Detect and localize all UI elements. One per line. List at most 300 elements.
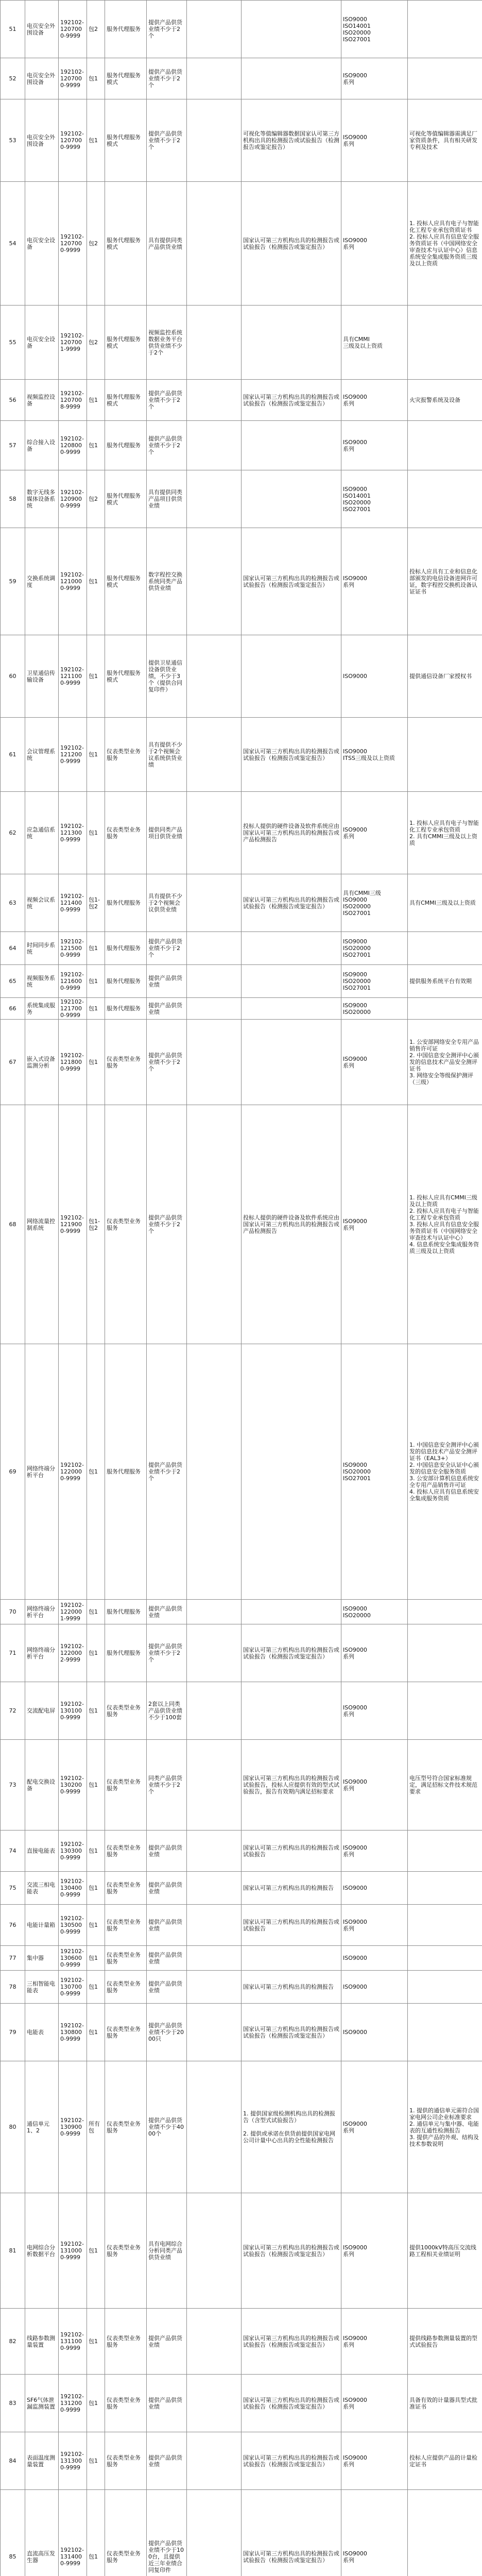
cell-blank xyxy=(187,2375,242,2432)
cell-no: 74 xyxy=(1,1831,25,1872)
cell-code: 192102-1311000-9999 xyxy=(59,2309,87,2375)
cell-blank xyxy=(187,1344,242,1600)
cell-no: 55 xyxy=(1,306,25,380)
cell-requirement: 提供产品供货业绩 xyxy=(147,1831,187,1872)
cell-standard: ISO9000 系列 xyxy=(341,1020,408,1105)
cell-blank xyxy=(187,998,242,1020)
cell-standard: ISO9000 系列 xyxy=(341,99,408,182)
cell-name: 电页安全外围设备 xyxy=(25,99,59,182)
cell-standard: ISO9000 系列 xyxy=(341,1105,408,1344)
cell-type: 仪表类型业务服务 xyxy=(105,2309,147,2375)
cell-no: 57 xyxy=(1,421,25,470)
cell-name: 直接电能表 xyxy=(25,1831,59,1872)
cell-blank xyxy=(187,2193,242,2309)
cell-code: 192102-1306000-9999 xyxy=(59,1946,87,1971)
cell-code: 192102-1208000-9999 xyxy=(59,421,87,470)
cell-no: 77 xyxy=(1,1946,25,1971)
cell-name: 卫星通信传输设备 xyxy=(25,635,59,718)
cell-package: 包1 xyxy=(87,2004,105,2061)
table-row xyxy=(1,1344,482,1600)
cell-no: 64 xyxy=(1,932,25,965)
cell-name: 网络终端分析平台 xyxy=(25,1600,59,1624)
cell-type: 服务代理服务 xyxy=(105,1624,147,1682)
cell-description: 国家认可第三方机构出具的检测报告或试验报告（检测报告或鉴定报告） xyxy=(242,2309,341,2375)
cell-package: 包1 xyxy=(87,998,105,1020)
cell-name: 综合接入设备 xyxy=(25,421,59,470)
cell-standard: ISO9000 系列 xyxy=(341,2432,408,2490)
cell-standard: ISO9000 xyxy=(341,1971,408,2004)
cell-notes: 1. 投标人应具有电子与智能化工程专业承包资质证书 2. 投标人应具有信息安全服务资质证书（中国网络安全审查技术与认证中心）信息系统安全集成服务资质三级及以上资质 xyxy=(408,182,482,306)
cell-description xyxy=(242,58,341,99)
cell-code: 192102-1303000-9999 xyxy=(59,1831,87,1872)
table-row xyxy=(1,932,482,965)
cell-type: 仪表类型业务服务 xyxy=(105,2490,147,2576)
cell-standard: ISO9000 ISO20000 xyxy=(341,1600,408,1624)
cell-type: 服务代理服务模式 xyxy=(105,182,147,306)
table-row xyxy=(1,1905,482,1946)
cell-description xyxy=(242,1344,341,1600)
cell-standard: ISO9000 ISO14001 ISO20000 ISO27001 xyxy=(341,470,408,528)
cell-no: 53 xyxy=(1,99,25,182)
table-row xyxy=(1,2490,482,2576)
cell-notes: 具备有效的计量器具型式批准证书 xyxy=(408,2375,482,2432)
cell-blank xyxy=(187,58,242,99)
cell-requirement: 提供产品供货业绩不少于2个 xyxy=(147,380,187,421)
cell-requirement: 提供产品供货业绩 xyxy=(147,2309,187,2375)
cell-name: 时间同步系统 xyxy=(25,932,59,965)
cell-standard: ISO9000 系列 xyxy=(341,1624,408,1682)
cell-code: 192102-1207001-9999 xyxy=(59,306,87,380)
cell-name: 系统集成服务 xyxy=(25,998,59,1020)
cell-name: 电网综合分析数据平台 xyxy=(25,2193,59,2309)
table-row xyxy=(1,1682,482,1740)
cell-standard: ISO9000 系列 xyxy=(341,2490,408,2576)
cell-notes xyxy=(408,2490,482,2576)
cell-requirement: 提供卫星通信设备供货业绩，不少于3个（提供合同复印件） xyxy=(147,635,187,718)
cell-package: 包1 xyxy=(87,1905,105,1946)
cell-description xyxy=(242,1020,341,1105)
cell-requirement: 提供产品供货业绩不少于100台，且提供近三年业绩合同复印件 xyxy=(147,2490,187,2576)
cell-no: 78 xyxy=(1,1971,25,2004)
cell-package: 所有包 xyxy=(87,2061,105,2193)
cell-code: 192102-1216000-9999 xyxy=(59,965,87,998)
cell-notes xyxy=(408,2004,482,2061)
cell-type: 仪表类型业务服务 xyxy=(105,1740,147,1831)
cell-requirement: 提供同类产品项目供货业绩 xyxy=(147,792,187,874)
cell-type: 仪表类型业务服务 xyxy=(105,1946,147,1971)
cell-no: 65 xyxy=(1,965,25,998)
cell-requirement: 同类产品供货业绩不少于2个 xyxy=(147,1740,187,1831)
cell-package: 包1 xyxy=(87,58,105,99)
cell-description: 国家认可第三方机构出具的检测报告或试验报告（检测报告或鉴定报告） xyxy=(242,528,341,635)
table-row xyxy=(1,470,482,528)
cell-type: 服务代理服务 xyxy=(105,932,147,965)
cell-type: 仪表类型业务服务 xyxy=(105,718,147,792)
cell-requirement: 提供产品供货业绩 xyxy=(147,2432,187,2490)
cell-notes: 火灾报警系统及设备 xyxy=(408,380,482,421)
cell-name: 网络终端分析平台 xyxy=(25,1624,59,1682)
table-row xyxy=(1,421,482,470)
cell-notes xyxy=(408,1624,482,1682)
cell-code: 192102-1207000-9999 xyxy=(59,1,87,58)
table-row xyxy=(1,2004,482,2061)
cell-notes: 提供线路参数测量装置的型式试验报告 xyxy=(408,2309,482,2375)
cell-blank xyxy=(187,306,242,380)
cell-description xyxy=(242,1600,341,1624)
cell-code: 192102-1220000-9999 xyxy=(59,1344,87,1600)
table-row xyxy=(1,1831,482,1872)
cell-requirement: 具有提供不少于2个视频会议系统供货业绩 xyxy=(147,718,187,792)
cell-requirement: 提供产品供货业绩不少于2000只 xyxy=(147,2004,187,2061)
cell-name: 线路参数测量装置 xyxy=(25,2309,59,2375)
cell-description: 国家认可第三方机构出具的检测报告或试验报告（检测报告或鉴定报告） xyxy=(242,1624,341,1682)
cell-standard: ISO9000 ISO20000 ISO27001 xyxy=(341,965,408,998)
cell-package: 包1 xyxy=(87,380,105,421)
cell-requirement: 提供产品供货业绩 xyxy=(147,998,187,1020)
cell-no: 82 xyxy=(1,2309,25,2375)
cell-standard: ISO9000 xyxy=(341,2004,408,2061)
cell-code: 192102-1213000-9999 xyxy=(59,792,87,874)
cell-package: 包2 xyxy=(87,182,105,306)
cell-requirement: 数字程控交换系统同类产品供货业绩 xyxy=(147,528,187,635)
cell-description: 国家认可第三方机构出具的检测报告或试验报告，投标人应提供有效的型式试验报告，报告有效期内满足招标要求 xyxy=(242,1740,341,1831)
cell-name: 三相智能电能表 xyxy=(25,1971,59,2004)
cell-type: 仪表类型业务服务 xyxy=(105,2193,147,2309)
table-row xyxy=(1,874,482,932)
cell-notes: 1. 中国信息安全测评中心颁发的信息技术产品安全测评证书（EAL3+） 2. 中国信息安全认证中心颁发的信息安全服务资质 3. 公安部计算机信息系统安全专用产品销售许可证 4. 投标人应具有信息系统安全集成服务资质 xyxy=(408,1344,482,1600)
cell-requirement: 提供产品供货业绩不少于2个 xyxy=(147,1020,187,1105)
cell-description xyxy=(242,998,341,1020)
cell-description xyxy=(242,635,341,718)
cell-code: 192102-1220001-9999 xyxy=(59,1600,87,1624)
cell-blank xyxy=(187,528,242,635)
cell-standard: ISO9000 系列 xyxy=(341,2309,408,2375)
cell-package: 包1 xyxy=(87,421,105,470)
cell-no: 81 xyxy=(1,2193,25,2309)
cell-type: 服务代理服务 xyxy=(105,1600,147,1624)
cell-blank xyxy=(187,635,242,718)
cell-package: 包1 xyxy=(87,2375,105,2432)
cell-package: 包1 xyxy=(87,2309,105,2375)
cell-package: 包1 xyxy=(87,1971,105,2004)
cell-blank xyxy=(187,932,242,965)
cell-code: 192102-1207008-9999 xyxy=(59,380,87,421)
cell-blank xyxy=(187,1682,242,1740)
cell-package: 包1 xyxy=(87,1682,105,1740)
cell-notes xyxy=(408,1905,482,1946)
table-row xyxy=(1,965,482,998)
cell-description xyxy=(242,1946,341,1971)
cell-no: 51 xyxy=(1,1,25,58)
cell-standard: ISO9000 xyxy=(341,1872,408,1905)
cell-standard: ISO9000 系列 xyxy=(341,380,408,421)
cell-name: 视频会议系统 xyxy=(25,874,59,932)
cell-type: 服务代理服务模式 xyxy=(105,306,147,380)
cell-standard: ISO9000 ISO14001 ISO20000 ISO27001 xyxy=(341,1,408,58)
cell-description: 国家认可第三方机构出具的检测报告 xyxy=(242,1971,341,2004)
cell-type: 仪表类型业务服务 xyxy=(105,1020,147,1105)
cell-blank xyxy=(187,2432,242,2490)
cell-package: 包1-包2 xyxy=(87,874,105,932)
cell-no: 66 xyxy=(1,998,25,1020)
cell-requirement: 提供产品供货业绩不少于2个 xyxy=(147,932,187,965)
table-row xyxy=(1,1,482,58)
cell-notes xyxy=(408,1971,482,2004)
cell-package: 包1 xyxy=(87,1020,105,1105)
table-row xyxy=(1,718,482,792)
cell-no: 83 xyxy=(1,2375,25,2432)
cell-description: 国家认可第三方机构出具的检测报告或试验报告 xyxy=(242,1905,341,1946)
cell-name: 集中器 xyxy=(25,1946,59,1971)
cell-requirement: 提供产品供货业绩 xyxy=(147,1946,187,1971)
cell-requirement: 提供产品供货业绩 xyxy=(147,1905,187,1946)
cell-notes xyxy=(408,470,482,528)
table-body xyxy=(1,1,482,2576)
cell-requirement: 视频监控系统数据业务平台供货业绩不少于2个 xyxy=(147,306,187,380)
cell-notes xyxy=(408,306,482,380)
table-row xyxy=(1,2061,482,2193)
cell-notes: 投标人应具有工业和信息化部颁发的电信设备进网许可证，数字程控交换机设备认证证书 xyxy=(408,528,482,635)
cell-blank xyxy=(187,1624,242,1682)
cell-code: 192102-1207000-9999 xyxy=(59,99,87,182)
cell-no: 52 xyxy=(1,58,25,99)
cell-package: 包1 xyxy=(87,792,105,874)
cell-requirement: 具有电网综合分析同类产品供货业绩 xyxy=(147,2193,187,2309)
cell-standard: ISO9000 系列 xyxy=(341,1740,408,1831)
cell-blank xyxy=(187,965,242,998)
cell-package: 包2 xyxy=(87,306,105,380)
cell-no: 56 xyxy=(1,380,25,421)
cell-name: 数字无线多媒体设备系统 xyxy=(25,470,59,528)
cell-code: 192102-1217000-9999 xyxy=(59,998,87,1020)
cell-package: 包2 xyxy=(87,470,105,528)
cell-no: 59 xyxy=(1,528,25,635)
cell-name: 电页安全外围设备 xyxy=(25,1,59,58)
cell-no: 73 xyxy=(1,1740,25,1831)
cell-notes xyxy=(408,1,482,58)
cell-description: 国家认可第三方机构出具的检测报告或试验报告（检测报告或鉴定报告） xyxy=(242,718,341,792)
cell-requirement: 具有提供不少于2个视频会议供货业绩 xyxy=(147,874,187,932)
table-row xyxy=(1,2375,482,2432)
table-row xyxy=(1,2309,482,2375)
cell-package: 包1 xyxy=(87,2193,105,2309)
cell-type: 服务代理服务 xyxy=(105,998,147,1020)
cell-blank xyxy=(187,2061,242,2193)
cell-name: 通信单元1、2 xyxy=(25,2061,59,2193)
cell-requirement: 提供产品供货业绩不少于2个 xyxy=(147,58,187,99)
cell-name: 电页安全设备 xyxy=(25,182,59,306)
cell-code: 192102-1307000-9999 xyxy=(59,1971,87,2004)
table-row xyxy=(1,1020,482,1105)
cell-no: 71 xyxy=(1,1624,25,1682)
cell-requirement: 提供产品供货业绩不少于2个 xyxy=(147,99,187,182)
table-row xyxy=(1,99,482,182)
cell-code: 192102-1312000-9999 xyxy=(59,2375,87,2432)
cell-standard: ISO9000 xyxy=(341,635,408,718)
cell-code: 192102-1309000-9999 xyxy=(59,2061,87,2193)
cell-notes: 1. 提供的通信单元需符合国家电网公司企业标准要求 2. 通信单元与集中器、电能表的互通性检测报告 3. 提供产品的外观、结构及技术参数说明 xyxy=(408,2061,482,2193)
cell-standard: 具有CMMI 三级及以上资质 xyxy=(341,306,408,380)
table-row xyxy=(1,2432,482,2490)
cell-notes: 提供服务系统平台有效期 xyxy=(408,965,482,998)
cell-notes xyxy=(408,1831,482,1872)
cell-blank xyxy=(187,99,242,182)
cell-description: 国家认可第三方机构出具的检测报告或试验报告（检测报告或鉴定报告） xyxy=(242,2490,341,2576)
cell-code: 192102-1212000-9999 xyxy=(59,718,87,792)
cell-notes xyxy=(408,998,482,1020)
cell-package: 包1-包2 xyxy=(87,1105,105,1344)
cell-notes xyxy=(408,1600,482,1624)
table-row xyxy=(1,2193,482,2309)
cell-no: 80 xyxy=(1,2061,25,2193)
cell-package: 包1 xyxy=(87,932,105,965)
table-row xyxy=(1,1946,482,1971)
table-row xyxy=(1,998,482,1020)
cell-blank xyxy=(187,718,242,792)
cell-notes: 提供1000kV特高压交流线路工程相关业绩证明 xyxy=(408,2193,482,2309)
cell-standard: ISO9000 ISO20000 ISO27001 xyxy=(341,932,408,965)
cell-code: 192102-1220002-9999 xyxy=(59,1624,87,1682)
cell-requirement: 提供产品供货业绩 xyxy=(147,965,187,998)
cell-no: 85 xyxy=(1,2490,25,2576)
cell-requirement: 提供产品供货业绩不少于2个 xyxy=(147,421,187,470)
cell-standard: ISO9000 系列 xyxy=(341,58,408,99)
cell-package: 包1 xyxy=(87,718,105,792)
table-row xyxy=(1,380,482,421)
cell-code: 192102-1310000-9999 xyxy=(59,2193,87,2309)
cell-notes xyxy=(408,1946,482,1971)
table-row xyxy=(1,1105,482,1344)
cell-type: 服务代理服务 xyxy=(105,965,147,998)
cell-type: 仪表类型业务服务 xyxy=(105,2061,147,2193)
cell-type: 服务代理服务 xyxy=(105,421,147,470)
cell-no: 61 xyxy=(1,718,25,792)
cell-blank xyxy=(187,2004,242,2061)
cell-notes xyxy=(408,1872,482,1905)
cell-name: 表面温度测量装置 xyxy=(25,2432,59,2490)
cell-blank xyxy=(187,421,242,470)
cell-standard: ISO9000 ITSS三级及以上资质 xyxy=(341,718,408,792)
cell-standard: ISO9000 系列 xyxy=(341,528,408,635)
cell-code: 192102-1301000-9999 xyxy=(59,1682,87,1740)
cell-name: 交流三相电能表 xyxy=(25,1872,59,1905)
cell-package: 包1 xyxy=(87,1740,105,1831)
cell-no: 70 xyxy=(1,1600,25,1624)
cell-requirement: 具有提供同类产品供货业绩 xyxy=(147,182,187,306)
cell-description xyxy=(242,421,341,470)
table-row xyxy=(1,1971,482,2004)
cell-description xyxy=(242,1,341,58)
cell-blank xyxy=(187,2309,242,2375)
cell-description: 国家认可第三方机构出具的检测报告或试验报告（检测报告或鉴定报告） xyxy=(242,380,341,421)
cell-requirement: 2套以上同类产品供货业绩不少于100套 xyxy=(147,1682,187,1740)
cell-standard: 具有CMMI三级 ISO9000 ISO20000 ISO27001 xyxy=(341,874,408,932)
cell-package: 包1 xyxy=(87,1624,105,1682)
cell-standard: ISO9000 系列 xyxy=(341,792,408,874)
cell-standard: ISO9000 ISO20000 ISO27001 xyxy=(341,1344,408,1600)
cell-blank xyxy=(187,1872,242,1905)
cell-requirement: 提供产品供货业绩 xyxy=(147,1872,187,1905)
cell-description: 国家认可第三方机构出具的检测报告或试验报告（检测报告或鉴定报告） xyxy=(242,182,341,306)
cell-notes xyxy=(408,718,482,792)
cell-no: 54 xyxy=(1,182,25,306)
cell-no: 58 xyxy=(1,470,25,528)
cell-notes xyxy=(408,1682,482,1740)
cell-standard: ISO9000 系列 xyxy=(341,182,408,306)
table-row xyxy=(1,1740,482,1831)
cell-name: 应急通信系统 xyxy=(25,792,59,874)
cell-blank xyxy=(187,470,242,528)
cell-package: 包1 xyxy=(87,1946,105,1971)
cell-requirement: 提供产品供货业绩不少于2个 xyxy=(147,1105,187,1344)
cell-type: 仪表类型业务服务 xyxy=(105,1831,147,1872)
cell-code: 192102-1308000-9999 xyxy=(59,2004,87,2061)
cell-blank xyxy=(187,1,242,58)
cell-type: 服务代理服务模式 xyxy=(105,470,147,528)
cell-standard: ISO9000 系列 xyxy=(341,2061,408,2193)
cell-code: 192102-1304000-9999 xyxy=(59,1872,87,1905)
cell-description xyxy=(242,965,341,998)
cell-package: 包1 xyxy=(87,965,105,998)
cell-type: 服务代理服务模式 xyxy=(105,528,147,635)
cell-standard: ISO9000 系列 xyxy=(341,421,408,470)
cell-package: 包1 xyxy=(87,2432,105,2490)
cell-blank xyxy=(187,1600,242,1624)
cell-blank xyxy=(187,182,242,306)
cell-name: 交换系统调度 xyxy=(25,528,59,635)
cell-blank xyxy=(187,1946,242,1971)
cell-blank xyxy=(187,1105,242,1344)
cell-notes: 电压型号符合国家标准规定，满足招标文件技术规范要求 xyxy=(408,1740,482,1831)
cell-blank xyxy=(187,1905,242,1946)
cell-package: 包1 xyxy=(87,1872,105,1905)
cell-no: 76 xyxy=(1,1905,25,1946)
cell-type: 仪表类型业务服务 xyxy=(105,1682,147,1740)
table-row xyxy=(1,1624,482,1682)
cell-code: 192102-1209000-9999 xyxy=(59,470,87,528)
table-row xyxy=(1,1600,482,1624)
cell-package: 包1 xyxy=(87,528,105,635)
cell-package: 包2 xyxy=(87,1,105,58)
table-row xyxy=(1,528,482,635)
cell-description: 国家认可第三方机构出具的检测报告或试验报告（检测报告或鉴定报告） xyxy=(242,2432,341,2490)
cell-type: 服务代理服务 xyxy=(105,1344,147,1600)
cell-name: 电页安全设备 xyxy=(25,306,59,380)
cell-code: 192102-1214000-9999 xyxy=(59,874,87,932)
cell-name: 网络流量控制系统 xyxy=(25,1105,59,1344)
cell-standard: ISO9000 xyxy=(341,1946,408,1971)
table-row xyxy=(1,792,482,874)
cell-description: 国家认可第三方机构出具的检测报告或试验报告（检测报告或鉴定报告） xyxy=(242,2193,341,2309)
cell-standard: ISO9000 ISO20000 xyxy=(341,998,408,1020)
cell-description xyxy=(242,306,341,380)
cell-standard: ISO9000 系列 xyxy=(341,2193,408,2309)
cell-name: 会议管理系统 xyxy=(25,718,59,792)
cell-type: 仪表类型业务服务 xyxy=(105,2375,147,2432)
table-row xyxy=(1,1872,482,1905)
cell-code: 192102-1313000-9999 xyxy=(59,2432,87,2490)
cell-requirement: 提供产品供货业绩 xyxy=(147,1971,187,2004)
cell-description: 1. 提供国家级检测机构出具的检测报告（含型式试验报告） 2. 提供或承诺在供货前提供国家电网公司计量中心出具的全性能检测报告 xyxy=(242,2061,341,2193)
cell-type: 服务代理服务 xyxy=(105,874,147,932)
cell-name: 视频监控设备 xyxy=(25,380,59,421)
cell-name: 电能表 xyxy=(25,2004,59,2061)
cell-blank xyxy=(187,1971,242,2004)
cell-package: 包1 xyxy=(87,635,105,718)
cell-type: 仪表类型业务服务 xyxy=(105,1905,147,1946)
cell-notes: 投标人应提供产品的计量检定证书 xyxy=(408,2432,482,2490)
cell-blank xyxy=(187,1831,242,1872)
